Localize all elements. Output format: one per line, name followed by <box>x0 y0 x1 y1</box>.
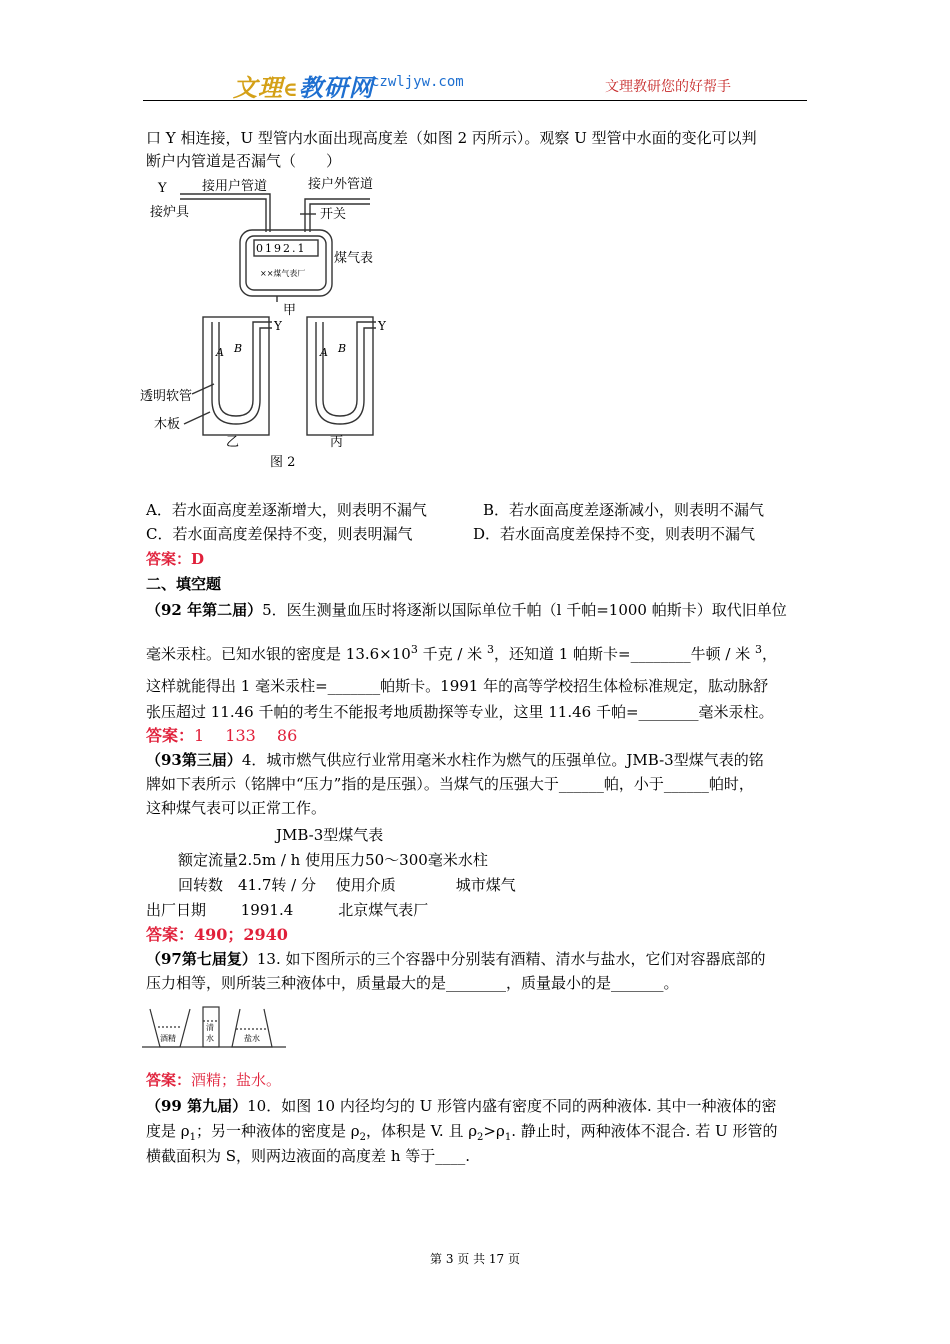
q4b-line1 <box>146 750 764 770</box>
label-y-yi: Y <box>274 319 282 333</box>
q4b-tag: （93第三届） <box>146 751 242 769</box>
container-water-label-b: 水 <box>206 1034 214 1043</box>
q4-line2: 断户内管道是否漏气（ ） <box>146 152 342 170</box>
label-a-yi: A <box>216 346 224 359</box>
answer-q13-values: 酒精；盐水。 <box>191 1071 282 1089</box>
answer-q4b: 答案：490；2940 <box>146 925 288 944</box>
label-y-top: Y <box>158 181 167 196</box>
q10-line1 <box>146 1096 777 1116</box>
label-y-bing: Y <box>378 319 386 333</box>
q10-text2c: ，体积是 V. 且 ρ <box>365 1122 478 1140</box>
q10-sub1: 1 <box>189 1132 196 1143</box>
meter-digits: 0192.1 <box>256 242 307 255</box>
container-water-label-a: 清 <box>206 1023 214 1032</box>
q5-sup3: 3 <box>754 643 762 656</box>
q5-tag: （92 年第二届） <box>146 601 263 619</box>
option-b: B．若水面高度差逐渐减小，则表明不漏气 <box>483 501 765 519</box>
logo-text-wenli: 文理 <box>233 73 283 102</box>
page-header <box>143 66 807 101</box>
q4-line1: 口 Y 相连接，U 型管内水面出现高度差（如图 2 丙所示）。观察 U 型管中水面的变化可以判 <box>146 129 757 147</box>
q10-text2a: 度是 ρ <box>146 1122 190 1140</box>
q5-line2 <box>146 640 777 664</box>
q5-text1: 5．医生测量血压时将逐渐以国际单位千帕（l 千帕=1000 帕斯卡）取代旧单位 <box>262 601 787 619</box>
q10-tag: （99 第九届） <box>146 1097 248 1115</box>
container-alcohol-label: 酒精 <box>160 1034 176 1043</box>
label-b-yi: B <box>234 342 243 355</box>
q5-line1 <box>146 600 787 620</box>
figure-caption: 图 2 <box>270 455 296 470</box>
q10-text2e: . 静止时，两种液体不混合. 若 U 形管的 <box>511 1122 778 1140</box>
figure-2-gas-meter-diagram <box>140 172 400 472</box>
answer-q5 <box>146 726 297 746</box>
q10-line2 <box>146 1121 777 1148</box>
meter-factory: ××煤气表厂 <box>260 269 306 278</box>
section-title: 二、填空题 <box>146 575 222 593</box>
label-hose: 透明软管 <box>140 389 193 404</box>
figure-three-containers <box>140 997 290 1053</box>
q10-sub3: 2 <box>477 1132 484 1143</box>
q13-text1: 13. 如下图所示的三个容器中分别装有酒精、清水与盐水，它们对容器底部的 <box>256 950 766 968</box>
site-url[interactable]: czwljyw.com <box>371 74 464 90</box>
container-brine-label: 盐水 <box>244 1034 260 1043</box>
label-bing: 丙 <box>330 435 344 450</box>
page-footer: 第 3 页 共 17 页 <box>430 1252 520 1266</box>
q10-sub4: 1 <box>504 1132 512 1143</box>
label-a-bing: A <box>320 346 328 359</box>
q10-line3: 横截面积为 S，则两边液面的高度差 h 等于____. <box>146 1147 471 1165</box>
site-logo[interactable] <box>233 68 374 103</box>
q5-sup1: 3 <box>410 643 418 656</box>
q13-line1 <box>146 949 766 969</box>
plate-row2: 回转数 41.7转 / 分 使用介质 城市煤气 <box>178 876 516 894</box>
option-d: D．若水面高度差保持不变，则表明不漏气 <box>473 525 756 543</box>
logo-text-jiaoyan: 教研网 <box>298 73 374 102</box>
label-stove: 接炉具 <box>150 205 190 220</box>
plate-title: JMB-3型煤气表 <box>276 826 384 844</box>
label-jia: 甲 <box>283 303 297 318</box>
label-meter: 煤气表 <box>334 251 374 266</box>
answer-q5-values: 1 133 86 <box>194 726 298 745</box>
answer-q13-label: 答案： <box>146 1071 192 1089</box>
q13-line2: 压力相等，则所装三种液体中，质量最大的是________，质量最小的是_______。 <box>146 974 679 992</box>
plate-row1: 额定流量2.5m / h 使用压力50～300毫米水柱 <box>178 851 488 869</box>
q5-text2b: 千克 / 米 <box>417 645 487 663</box>
q4b-line2: 牌如下表所示（铭牌中“压力”指的是压强）。当煤气的压强大于______帕，小于______帕时， <box>146 775 754 793</box>
q5-line4: 张压超过 11.46 千帕的考生不能报考地质勘探等专业，这里 11.46 千帕=________毫米汞柱。 <box>146 703 774 721</box>
q5-line3: 这样就能得出 1 毫米汞柱=_______帕斯卡。1991 年的高等学校招生体检标准规定，肱动脉舒 <box>146 677 769 695</box>
option-a: A．若水面高度差逐渐增大，则表明不漏气 <box>146 501 427 519</box>
q10-text1: 10．如图 10 内径均匀的 U 形管内盛有密度不同的两种液体. 其中一种液体的密 <box>247 1097 777 1115</box>
answer-q5-label: 答案： <box>146 726 195 745</box>
q4b-text1: 4．城市燃气供应行业常用毫米水柱作为燃气的压强单位。JMB-3型煤气表的铭 <box>241 751 764 769</box>
label-outer-pipe: 接户外管道 <box>308 177 374 192</box>
header-slogan: 文理教研您的好帮手 <box>605 79 731 95</box>
q5-text2a: 毫米汞柱。已知水银的密度是 13.6×10 <box>146 645 411 663</box>
q10-text2b: ；另一种液体的密度是 ρ <box>195 1122 360 1140</box>
answer-q4: 答案：D <box>146 550 205 568</box>
q13-tag: （97第七届复） <box>146 950 257 968</box>
label-board: 木板 <box>154 417 181 432</box>
label-yi: 乙 <box>226 435 240 450</box>
q4b-line3: 这种煤气表可以正常工作。 <box>146 799 327 817</box>
option-c: C．若水面高度差保持不变，则表明漏气 <box>146 525 413 543</box>
label-b-bing: B <box>338 342 347 355</box>
q5-sup2: 3 <box>486 643 494 656</box>
logo-element-of-icon: ∈ <box>283 77 299 101</box>
q10-sub2: 2 <box>359 1132 366 1143</box>
plate-row3: 出厂日期 1991.4 北京煤气表厂 <box>146 901 429 919</box>
q5-text2d: ， <box>761 645 777 663</box>
q10-text2d: >ρ <box>483 1122 505 1140</box>
answer-q13 <box>146 1070 281 1090</box>
q5-text2c: ，还知道 1 帕斯卡=________牛顿 / 米 <box>493 645 755 663</box>
label-user-pipe: 接用户管道 <box>202 179 268 194</box>
label-switch: 开关 <box>320 207 347 222</box>
